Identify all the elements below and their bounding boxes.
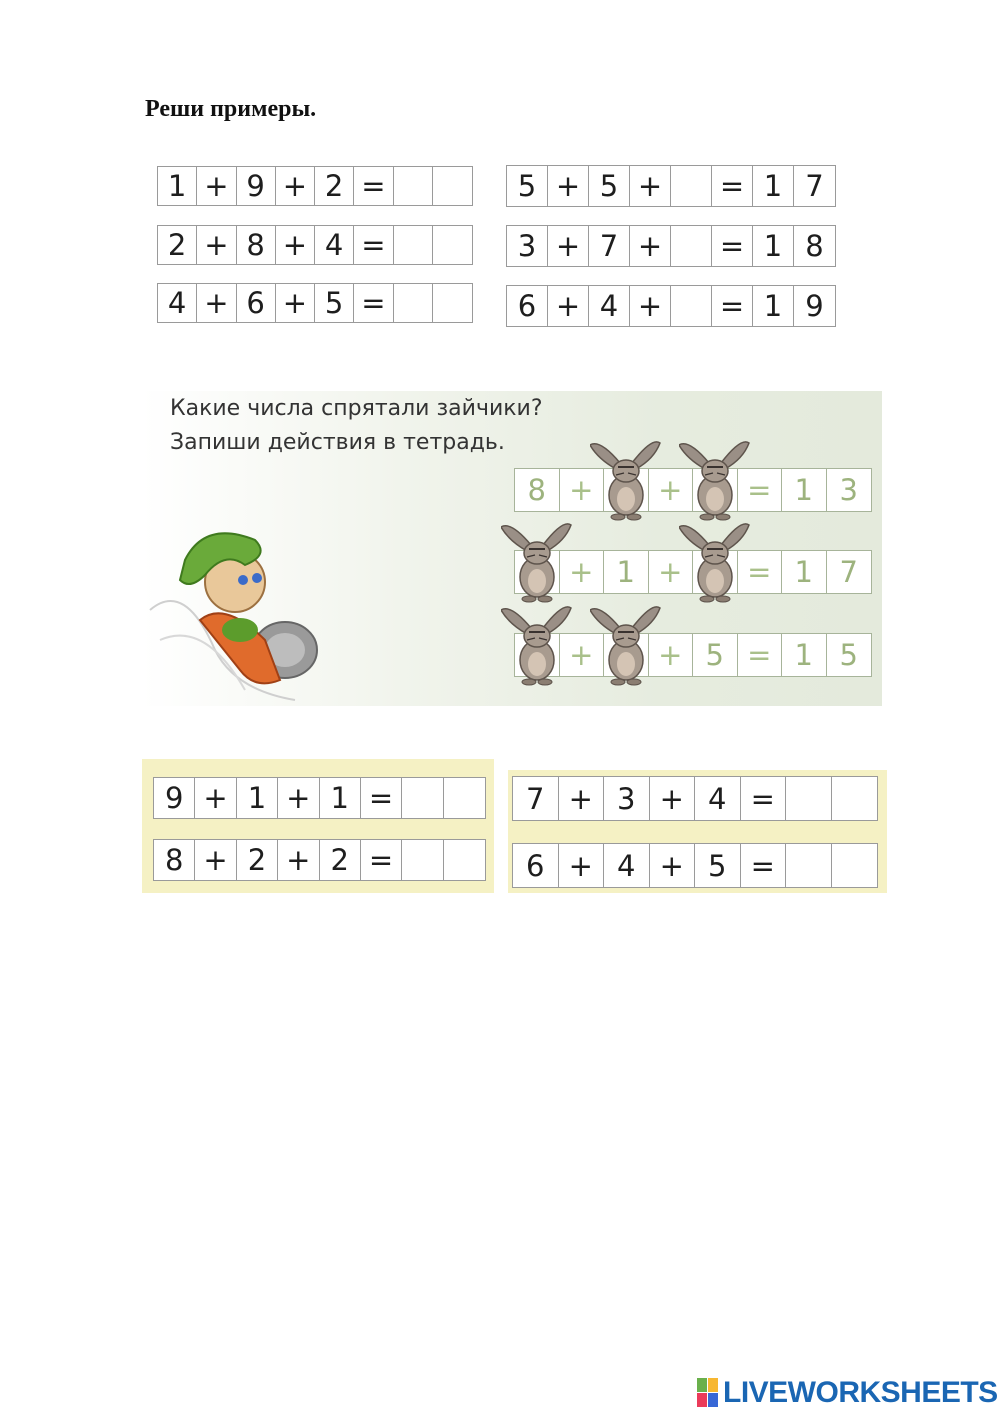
number-cell: 6 <box>237 284 276 322</box>
operator-cell: = <box>738 469 783 511</box>
operator-cell: + <box>195 778 236 818</box>
number-cell: 4 <box>315 226 354 264</box>
operator-cell: + <box>649 469 694 511</box>
equation-row <box>157 225 473 265</box>
number-cell: 6 <box>507 286 548 326</box>
answer-cell[interactable] <box>402 778 443 818</box>
number-cell: 7 <box>805 169 824 203</box>
hidden-number-cell[interactable] <box>693 469 738 511</box>
number-cell: 3 <box>507 226 548 266</box>
bunny-equation-row <box>514 550 872 594</box>
answer-cell[interactable] <box>433 284 472 322</box>
operator-cell: + <box>548 226 589 266</box>
logo-text: LIVEWORKSHEETS <box>723 1376 998 1409</box>
liveworksheets-logo <box>697 1376 998 1410</box>
operator-cell: + <box>630 226 671 266</box>
number-cell: 3 <box>839 473 858 507</box>
equation-row <box>157 283 473 323</box>
number-cell: 1 <box>320 778 361 818</box>
bunny-icon <box>679 511 751 603</box>
operator-cell: + <box>548 286 589 326</box>
number-cell: 1 <box>753 226 794 266</box>
hidden-number-cell[interactable] <box>515 634 560 676</box>
operator-cell: = <box>741 844 787 887</box>
operator-cell: + <box>630 286 671 326</box>
number-cell: 2 <box>158 226 197 264</box>
operator-cell: + <box>560 469 605 511</box>
number-cell: 7 <box>589 226 630 266</box>
answer-cell[interactable] <box>671 286 712 326</box>
operator-cell: = <box>741 777 787 820</box>
operator-cell: + <box>630 166 671 206</box>
number-cell: 9 <box>237 167 276 205</box>
number-cell: 5 <box>693 634 738 676</box>
operator-cell: = <box>354 226 393 264</box>
operator-cell: + <box>197 167 236 205</box>
character-illustration <box>145 520 345 710</box>
hidden-number-cell[interactable] <box>515 551 560 593</box>
bunny-equation-row <box>514 468 872 512</box>
operator-cell: = <box>361 840 402 880</box>
number-cell: 7 <box>513 777 559 820</box>
hidden-number-cell[interactable] <box>604 469 649 511</box>
operator-cell: = <box>712 286 753 326</box>
bunny-icon <box>590 594 662 686</box>
operator-cell: = <box>361 778 402 818</box>
answer-cell[interactable] <box>786 844 832 887</box>
operator-cell: = <box>738 634 783 676</box>
bunny-icon <box>501 594 573 686</box>
number-cell: 1 <box>753 166 794 206</box>
hidden-number-cell[interactable] <box>604 634 649 676</box>
number-cell: 6 <box>513 844 559 887</box>
panel-question: Какие числа спрятали зайчики? <box>170 396 543 421</box>
number-cell: 8 <box>154 840 195 880</box>
number-cell: 4 <box>695 777 741 820</box>
operator-cell: = <box>712 166 753 206</box>
operator-cell: + <box>560 551 605 593</box>
answer-cell[interactable] <box>433 226 472 264</box>
answer-cell[interactable] <box>394 226 433 264</box>
hidden-number-cell[interactable] <box>693 551 738 593</box>
equation-row <box>157 166 473 206</box>
answer-cell[interactable] <box>671 226 712 266</box>
equation-row <box>512 776 878 821</box>
equation-row <box>153 777 486 819</box>
number-cell: 4 <box>158 284 197 322</box>
answer-cell[interactable] <box>786 777 832 820</box>
operator-cell: + <box>650 844 696 887</box>
number-cell: 7 <box>839 555 858 589</box>
bunny-equation-row <box>514 633 872 677</box>
number-cell: 1 <box>782 551 827 593</box>
operator-cell: = <box>354 167 393 205</box>
operator-cell: + <box>197 284 236 322</box>
answer-cell[interactable] <box>832 844 878 887</box>
number-cell: 5 <box>507 166 548 206</box>
operator-cell: + <box>197 226 236 264</box>
operator-cell: + <box>278 778 319 818</box>
number-cell: 4 <box>589 286 630 326</box>
operator-cell: = <box>354 284 393 322</box>
operator-cell: + <box>278 840 319 880</box>
number-cell: 9 <box>154 778 195 818</box>
bunny-icon <box>501 511 573 603</box>
number-cell: 1 <box>753 286 794 326</box>
answer-cell[interactable] <box>394 284 433 322</box>
number-cell: 5 <box>695 844 741 887</box>
number-cell: 4 <box>604 844 650 887</box>
operator-cell: + <box>276 226 315 264</box>
equation-row <box>506 225 836 267</box>
equation-row <box>506 285 836 327</box>
operator-cell: + <box>276 284 315 322</box>
equation-row <box>153 839 486 881</box>
operator-cell: + <box>560 634 605 676</box>
number-cell: 2 <box>237 840 278 880</box>
bunny-icon <box>679 429 751 521</box>
number-cell: 5 <box>315 284 354 322</box>
number-cell: 1 <box>158 167 197 205</box>
operator-cell: + <box>649 634 694 676</box>
logo-mark-icon <box>697 1378 719 1408</box>
answer-cell[interactable] <box>433 167 472 205</box>
number-cell: 8 <box>237 226 276 264</box>
answer-cell[interactable] <box>444 840 485 880</box>
number-cell: 8 <box>515 469 560 511</box>
page-title: Реши примеры. <box>145 96 317 122</box>
number-cell: 1 <box>237 778 278 818</box>
number-cell: 1 <box>782 469 827 511</box>
operator-cell: + <box>559 777 605 820</box>
equation-row <box>506 165 836 207</box>
operator-cell: + <box>195 840 236 880</box>
answer-cell[interactable] <box>832 777 878 820</box>
operator-cell: + <box>276 167 315 205</box>
number-cell: 3 <box>604 777 650 820</box>
number-cell: 5 <box>839 638 858 672</box>
panel-instruction: Запиши действия в тетрадь. <box>170 430 505 455</box>
answer-cell[interactable] <box>402 840 443 880</box>
answer-cell[interactable] <box>394 167 433 205</box>
operator-cell: + <box>650 777 696 820</box>
number-cell: 1 <box>604 551 649 593</box>
operator-cell: = <box>738 551 783 593</box>
number-cell: 2 <box>315 167 354 205</box>
answer-cell[interactable] <box>444 778 485 818</box>
operator-cell: + <box>559 844 605 887</box>
number-cell: 5 <box>589 166 630 206</box>
equation-row <box>512 843 878 888</box>
operator-cell: + <box>548 166 589 206</box>
operator-cell: + <box>649 551 694 593</box>
number-cell: 9 <box>805 289 824 323</box>
answer-cell[interactable] <box>671 166 712 206</box>
number-cell: 2 <box>320 840 361 880</box>
number-cell: 1 <box>782 634 827 676</box>
number-cell: 8 <box>805 229 824 263</box>
bunny-icon <box>590 429 662 521</box>
operator-cell: = <box>712 226 753 266</box>
